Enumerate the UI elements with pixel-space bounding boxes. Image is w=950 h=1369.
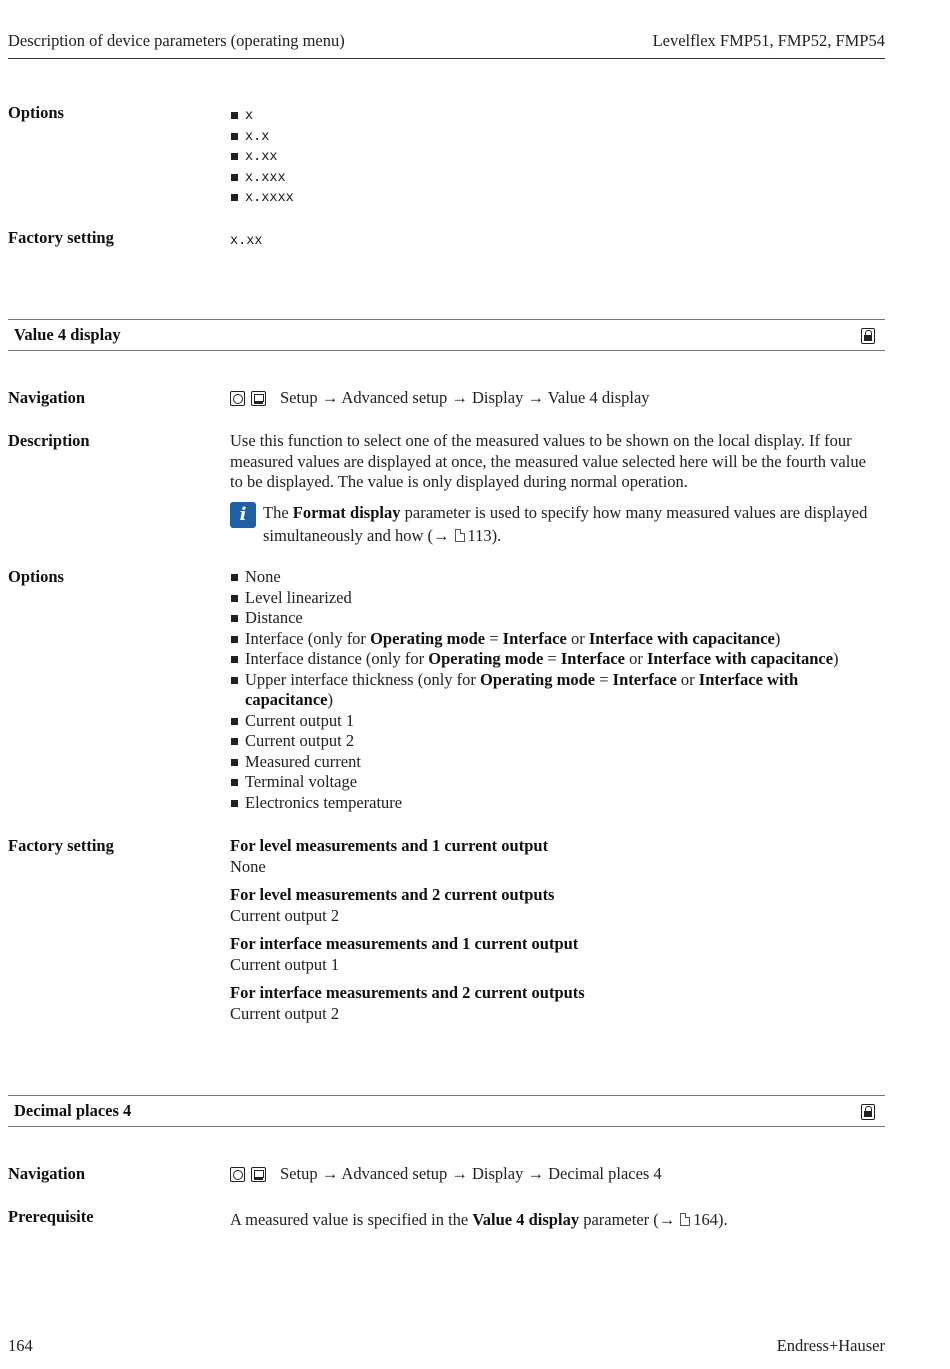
factory-setting-group — [230, 836, 880, 877]
factory-setting-condition: For level measurements and 1 current output — [230, 836, 549, 855]
info-text: The Format display parameter is used to specify how many measured values are displayed simultaneously and how (→ 113). — [263, 502, 868, 545]
brand-name: Endress+Hauser — [776, 1336, 885, 1355]
local-display-icon — [251, 391, 266, 406]
factory-setting-value: Current output 2 — [230, 905, 340, 925]
section-title: Value 4 display — [14, 325, 121, 344]
write-protection-lock-icon — [861, 1104, 875, 1120]
factory-setting-condition: For level measurements and 2 current outputs — [230, 885, 555, 904]
navigation-label: Navigation — [8, 388, 86, 407]
page-reference: 113). — [467, 525, 502, 545]
options-label: Options — [8, 567, 64, 586]
section-title: Decimal places 4 — [14, 1101, 132, 1120]
factory-setting-condition: For interface measurements and 1 current output — [230, 934, 579, 953]
description-label: Description — [8, 431, 90, 450]
page-number: 164 — [8, 1336, 33, 1355]
list-item: Interface distance (only for Operating mode = Interface or Interface with capacitance) — [230, 649, 880, 670]
header-rule — [8, 58, 885, 59]
options-list — [230, 105, 880, 208]
page-reference: 164). — [693, 1210, 728, 1229]
navigation-path — [230, 1164, 880, 1185]
navigation-path — [230, 388, 880, 409]
list-item: x.xxx — [230, 167, 880, 188]
factory-setting-value: Current output 1 — [230, 954, 340, 974]
options-label: Options — [8, 103, 64, 122]
list-item: x.x — [230, 126, 880, 147]
list-item: Measured current — [230, 752, 880, 773]
factory-setting-group — [230, 934, 880, 975]
list-item: Distance — [230, 608, 880, 629]
factory-setting-value: None — [230, 856, 266, 876]
local-display-icon — [251, 1167, 266, 1182]
factory-setting-label: Factory setting — [8, 228, 114, 247]
list-item: Current output 1 — [230, 711, 880, 732]
list-item: None — [230, 567, 880, 588]
section-header-decimal4 — [8, 1095, 885, 1127]
info-icon: i — [230, 502, 256, 528]
factory-setting-value: x.xx — [230, 232, 263, 248]
factory-setting-condition: For interface measurements and 2 current outputs — [230, 983, 585, 1002]
page-reference-icon — [680, 1213, 690, 1226]
page-reference-icon — [455, 529, 465, 542]
nav-path-text: Setup → Advanced setup → Display → Decimal places 4 — [280, 1164, 662, 1183]
list-item: Upper interface thickness (only for Operating mode = Interface or Interface with capacitance) — [230, 670, 830, 711]
prerequisite-text: A measured value is specified in the Value 4 display parameter (→ 164). — [230, 1210, 728, 1229]
factory-setting-group — [230, 983, 880, 1024]
list-item: Interface (only for Operating mode = Interface or Interface with capacitance) — [230, 629, 880, 650]
factory-setting-group — [230, 885, 880, 926]
description-block — [230, 431, 882, 547]
description-text: Use this function to select one of the measured values to be shown on the local display. If four measured values are displayed at once, the measured value selected here will be the fourth value to be displayed. The value is only displayed during normal operation. — [230, 431, 866, 491]
info-note — [230, 501, 882, 547]
navigation-label: Navigation — [8, 1164, 86, 1183]
operating-tool-icon — [230, 391, 245, 406]
list-item: x — [230, 105, 880, 126]
list-item: x.xx — [230, 146, 880, 167]
list-item: Terminal voltage — [230, 772, 880, 793]
factory-setting-groups — [230, 836, 880, 1032]
header-product: Levelflex FMP51, FMP52, FMP54 — [652, 31, 885, 50]
nav-path-text: Setup → Advanced setup → Display → Value 4 display — [280, 388, 650, 407]
factory-setting-value: Current output 2 — [230, 1003, 340, 1023]
list-item: Current output 2 — [230, 731, 880, 752]
header-title: Description of device parameters (operating menu) — [8, 31, 345, 50]
operating-tool-icon — [230, 1167, 245, 1182]
write-protection-lock-icon — [861, 328, 875, 344]
list-item: Electronics temperature — [230, 793, 880, 814]
list-item: x.xxxx — [230, 187, 880, 208]
list-item: Level linearized — [230, 588, 880, 609]
options-list — [230, 567, 880, 813]
section-header-value4 — [8, 319, 885, 351]
factory-setting-label: Factory setting — [8, 836, 114, 855]
prerequisite-label: Prerequisite — [8, 1207, 94, 1226]
